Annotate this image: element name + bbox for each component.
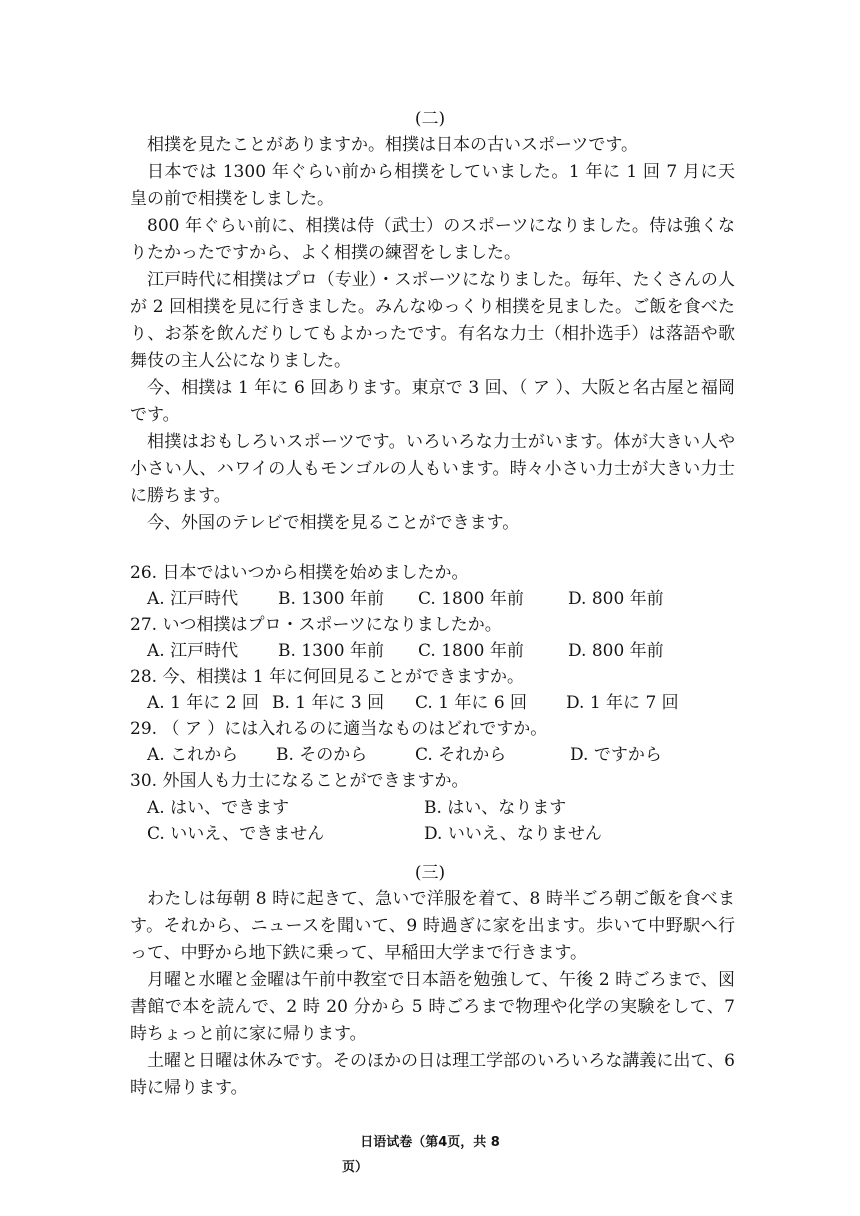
section-heading-2: (二): [414, 109, 446, 129]
paragraph: わたしは毎朝 8 時に起きて、急いで洋服を着て、8 時半ごろ朝ご飯を食べます。それから、ニュースを聞いて、9 時過ぎに家を出ます。歩いて中野駅へ行って、中野から地下鉄に乗って、早稲田大学まで行きます。: [130, 889, 735, 963]
option-b: B. はい、なります: [424, 798, 567, 818]
question-29: 29. （ ア ）には入れるのに適当なものはどれですか。: [130, 719, 548, 739]
paragraph: 相撲を見たことがありますか。相撲は日本の古いスポーツです。: [147, 135, 638, 155]
paragraph: 今、相撲は 1 年に 6 回あります。東京で 3 回、（ ア ）、大阪と名古屋と福岡です。: [130, 378, 735, 425]
option-a: A. はい、できます: [147, 798, 290, 818]
paragraph: 相撲はおもしろいスポーツです。いろいろな力士がいます。体が大きい人や小さい人、ハワイの人もモンゴルの人もいます。時々小さい力士が大きい力士に勝ちます。: [130, 432, 735, 506]
option-c: C. それから: [415, 745, 507, 765]
page-footer: [330, 1130, 530, 1180]
option-b: B. 1300 年前: [278, 589, 384, 609]
option-d: D. いいえ、なりません: [424, 824, 602, 844]
option-a: A. 1 年に 2 回: [147, 693, 259, 713]
question-30: 30. 外国人も力士になることができますか。: [130, 771, 469, 791]
option-c: C. いいえ、できません: [147, 824, 325, 844]
question-26: 26. 日本ではいつから相撲を始めましたか。: [130, 563, 469, 583]
option-a: A. これから: [147, 745, 239, 765]
footer-line-1: 日语试卷（第4页，共 8: [360, 1135, 500, 1150]
option-d: D. 800 年前: [568, 641, 664, 661]
option-d: D. 800 年前: [568, 589, 664, 609]
option-d: D. 1 年に 7 回: [566, 693, 679, 713]
option-b: B. 1300 年前: [278, 641, 384, 661]
option-b: B. そのから: [276, 745, 368, 765]
section-heading-3: (三): [414, 863, 446, 883]
paragraph: 土曜と日曜は休みです。そのほかの日は理工学部のいろいろな講義に出て、6 時に帰ります。: [130, 1051, 735, 1098]
option-a: A. 江戸時代: [147, 641, 239, 661]
question-27: 27. いつ相撲はプロ・スポーツになりましたか。: [130, 615, 502, 635]
paragraph: 800 年ぐらい前に、相撲は侍（武士）のスポーツになりました。侍は強くなりたかったですから、よく相撲の練習をしました。: [130, 216, 735, 263]
option-c: C. 1800 年前: [418, 641, 524, 661]
option-c: C. 1800 年前: [418, 589, 524, 609]
option-c: C. 1 年に 6 回: [415, 693, 528, 713]
paragraph: 月曜と水曜と金曜は午前中教室で日本語を勉強して、午後 2 時ごろまで、図書館で本を読んで、2 時 20 分から 5 時ごろまで物理や化学の実験をして、7 時ちょっと前に家に帰ります。: [130, 970, 735, 1044]
option-d: D. ですから: [570, 745, 662, 765]
footer-line-2: 页）: [342, 1160, 369, 1175]
question-28: 28. 今、相撲は 1 年に何回見ることができますか。: [130, 667, 525, 687]
paragraph: 江戸時代に相撲はプロ（专业）・スポーツになりました。毎年、たくさんの人が 2 回相撲を見に行きました。みんなゆっくり相撲を見ました。ご飯を食べたり、お茶を飲んだりしてもよかったです。有名な力士（相扑选手）は落語や歌舞伎の主人公になりました。: [130, 270, 735, 371]
option-b: B. 1 年に 3 回: [272, 693, 385, 713]
paragraph: 日本では 1300 年ぐらい前から相撲をしていました。1 年に 1 回 7 月に天皇の前で相撲をしました。: [130, 162, 735, 209]
paragraph: 今、外国のテレビで相撲を見ることができます。: [147, 513, 520, 533]
option-a: A. 江戸時代: [147, 589, 239, 609]
